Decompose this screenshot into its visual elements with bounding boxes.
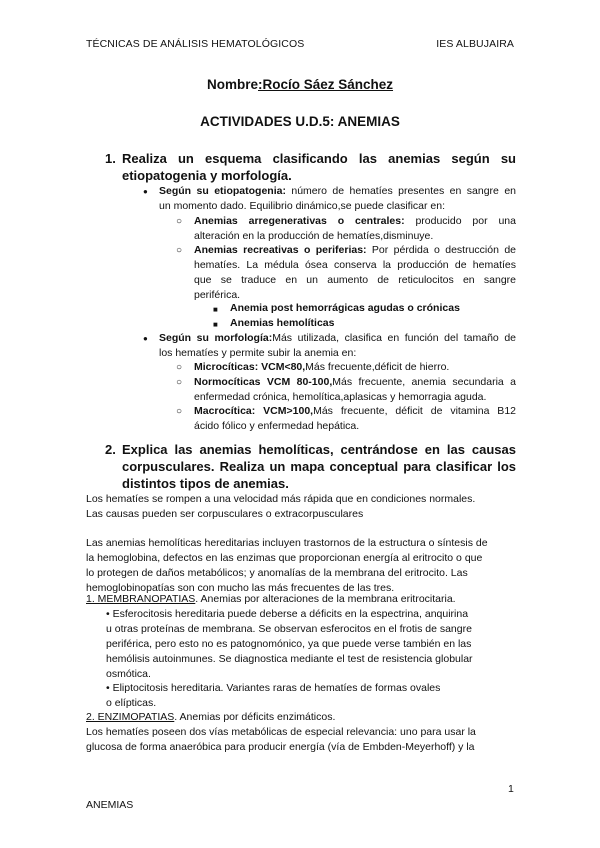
morfologia-text: Más utilizada, clasifica en función del tamaño de	[272, 332, 516, 344]
etiopatogenia-line: un momento dado. Equilibrio dinámico,se puede clasificar en:	[159, 200, 445, 212]
paragraph-line: Los hematíes poseen dos vías metabólicas de especial relevancia: uno para usar la	[86, 726, 476, 738]
paragraph-line: lo protegen de daños metabólicos; y anomalías de la membrana del eritrocito. Las	[86, 567, 468, 579]
macrocitica-line: ácido fólico y enfermedad hepática.	[194, 420, 360, 432]
question-1-line: etiopatogenia y morfología.	[122, 168, 292, 183]
macrocitica-text: Más frecuente, déficit de vitamina B12	[313, 405, 516, 417]
esferocitosis-line: periférica, pero esto no es patognomónico, ya que puede verse también en las	[106, 638, 472, 650]
item-hemoliticas	[213, 316, 516, 331]
item-post-hemorragicas	[213, 301, 516, 316]
recreativas-label: Anemias recreativas o periferias:	[194, 244, 367, 256]
esferocitosis-line: • Esferocitosis hereditaria puede deberse a déficits en la espectrina, anquirina	[106, 608, 469, 620]
circle-bullet-icon: ○	[176, 406, 183, 417]
circle-bullet-icon: ○	[176, 362, 183, 373]
question-2-number: 2.	[105, 442, 116, 457]
membranopatias-text: . Anemias por alteraciones de la membrana eritrocitaria.	[195, 593, 456, 605]
page-title: ACTIVIDADES U.D.5: ANEMIAS	[200, 114, 400, 129]
arregenerativas-text: producido por una	[404, 215, 516, 227]
normociticas-line: enfermedad crónica, hemolítica,aplasicas y hemorragia aguda.	[194, 391, 487, 403]
item-esferocitosis	[106, 607, 516, 682]
microciticas-text: Más frecuente,déficit de hierro.	[305, 361, 450, 373]
arregenerativas-label: Anemias arregenerativas o centrales:	[194, 215, 405, 227]
square-bullet-icon: ■	[213, 320, 218, 329]
paragraph-line: hemoglobinopatías son con mucho las más frecuentes de las tres.	[86, 582, 395, 594]
recreativas-line: hematíes. La médula ósea conserva la producción de hematíes	[194, 259, 516, 271]
paragraph-hereditarias	[86, 536, 516, 596]
item-recreativas	[176, 243, 516, 303]
header-school: IES ALBUJAIRA	[436, 38, 514, 50]
student-name	[0, 77, 600, 92]
question-2-line: Explica las anemias hemolíticas, centrándose en las causas	[122, 442, 516, 457]
etiopatogenia-label: Según su etiopatogenia:	[159, 185, 286, 197]
question-1	[105, 150, 516, 184]
item-eliptocitosis	[106, 681, 516, 711]
paragraph-line: Las causas pueden ser corpusculares o extracorpusculares	[86, 508, 364, 520]
circle-bullet-icon: ○	[176, 377, 183, 388]
recreativas-text: Por pérdida o destrucción de	[366, 244, 516, 256]
question-1-number: 1.	[105, 151, 116, 166]
recreativas-line: que se traduce en un aumento de reticulocitos en sangre	[194, 274, 516, 286]
bullet-etiopatogenia	[143, 184, 516, 214]
post-hemorragicas-text: Anemia post hemorrágicas agudas o crónicas	[230, 302, 460, 314]
recreativas-line: periférica.	[194, 289, 241, 301]
esferocitosis-line: hemólisis autoinmunes. Se diagnostica mediante el test de resistencia globular	[106, 653, 473, 665]
paragraph-hematies	[86, 492, 516, 522]
circle-bullet-icon: ○	[176, 216, 183, 227]
footer-label: ANEMIAS	[86, 799, 134, 811]
bullet-dot-icon: ●	[143, 334, 148, 343]
item-arregenerativas	[176, 214, 516, 244]
eliptocitosis-line: o elípticas.	[106, 697, 157, 709]
bullet-dot-icon: ●	[143, 187, 148, 196]
item-normociticas	[176, 375, 516, 405]
paragraph-line: glucosa de forma anaeróbica para producir energía (vía de Embden-Meyerhoff) y la	[86, 741, 475, 753]
enzimopatias-heading: 2. ENZIMOPATIAS	[86, 711, 175, 723]
section-enzimopatias	[86, 710, 516, 725]
eliptocitosis-line: • Eliptocitosis hereditaria. Variantes raras de hematíes de formas ovales	[106, 682, 441, 694]
enzimopatias-text: . Anemias por déficits enzimáticos.	[174, 711, 336, 723]
morfologia-line: los hematíes y permite subir la anemia en:	[159, 347, 357, 359]
item-macrocitica	[176, 404, 516, 434]
membranopatias-heading: 1. MEMBRANOPATIAS	[86, 593, 196, 605]
name-value: :Rocío Sáez Sánchez	[257, 77, 394, 92]
esferocitosis-line: osmótica.	[106, 668, 151, 680]
page-number: 1	[508, 783, 514, 795]
circle-bullet-icon: ○	[176, 245, 183, 256]
microciticas-label: Microcíticas: VCM<80,	[194, 361, 306, 373]
item-microciticas	[176, 360, 516, 375]
macrocitica-label: Macrocítica: VCM>100,	[194, 405, 314, 417]
section-membranopatias	[86, 592, 516, 607]
morfologia-label: Según su morfología:	[159, 332, 273, 344]
header-course-title: TÉCNICAS DE ANÁLISIS HEMATOLÓGICOS	[86, 38, 305, 50]
bullet-morfologia	[143, 331, 516, 361]
question-1-line: Realiza un esquema clasificando las anemias según su	[122, 151, 516, 166]
etiopatogenia-text: número de hematíes presentes en sangre en	[285, 185, 516, 197]
question-2	[105, 441, 516, 492]
normociticas-text: Más frecuente, anemia secundaria a	[332, 376, 516, 388]
paragraph-vias-metabolicas	[86, 725, 516, 755]
question-2-line: corpusculares. Realiza un mapa conceptual para clasificar los	[122, 459, 516, 474]
hemoliticas-text: Anemias hemolíticas	[230, 317, 335, 329]
question-2-line: distintos tipos de anemias.	[122, 476, 289, 491]
paragraph-line: Los hematíes se rompen a una velocidad más rápida que en condiciones normales.	[86, 493, 476, 505]
name-label: Nombre	[206, 77, 258, 92]
paragraph-line: Las anemias hemolíticas hereditarias incluyen trastornos de la estructura o síntesis de	[86, 537, 488, 549]
esferocitosis-line: u otras proteínas de membrana. Se observan esferocitos en el frotis de sangre	[106, 623, 472, 635]
arregenerativas-line: alteración en la producción de hematíes,disminuye.	[194, 230, 434, 242]
normociticas-label: Normocíticas VCM 80-100,	[194, 376, 333, 388]
square-bullet-icon: ■	[213, 305, 218, 314]
paragraph-line: la hemoglobina, defectos en las enzimas que proporcionan energía al eritrocito o que	[86, 552, 483, 564]
